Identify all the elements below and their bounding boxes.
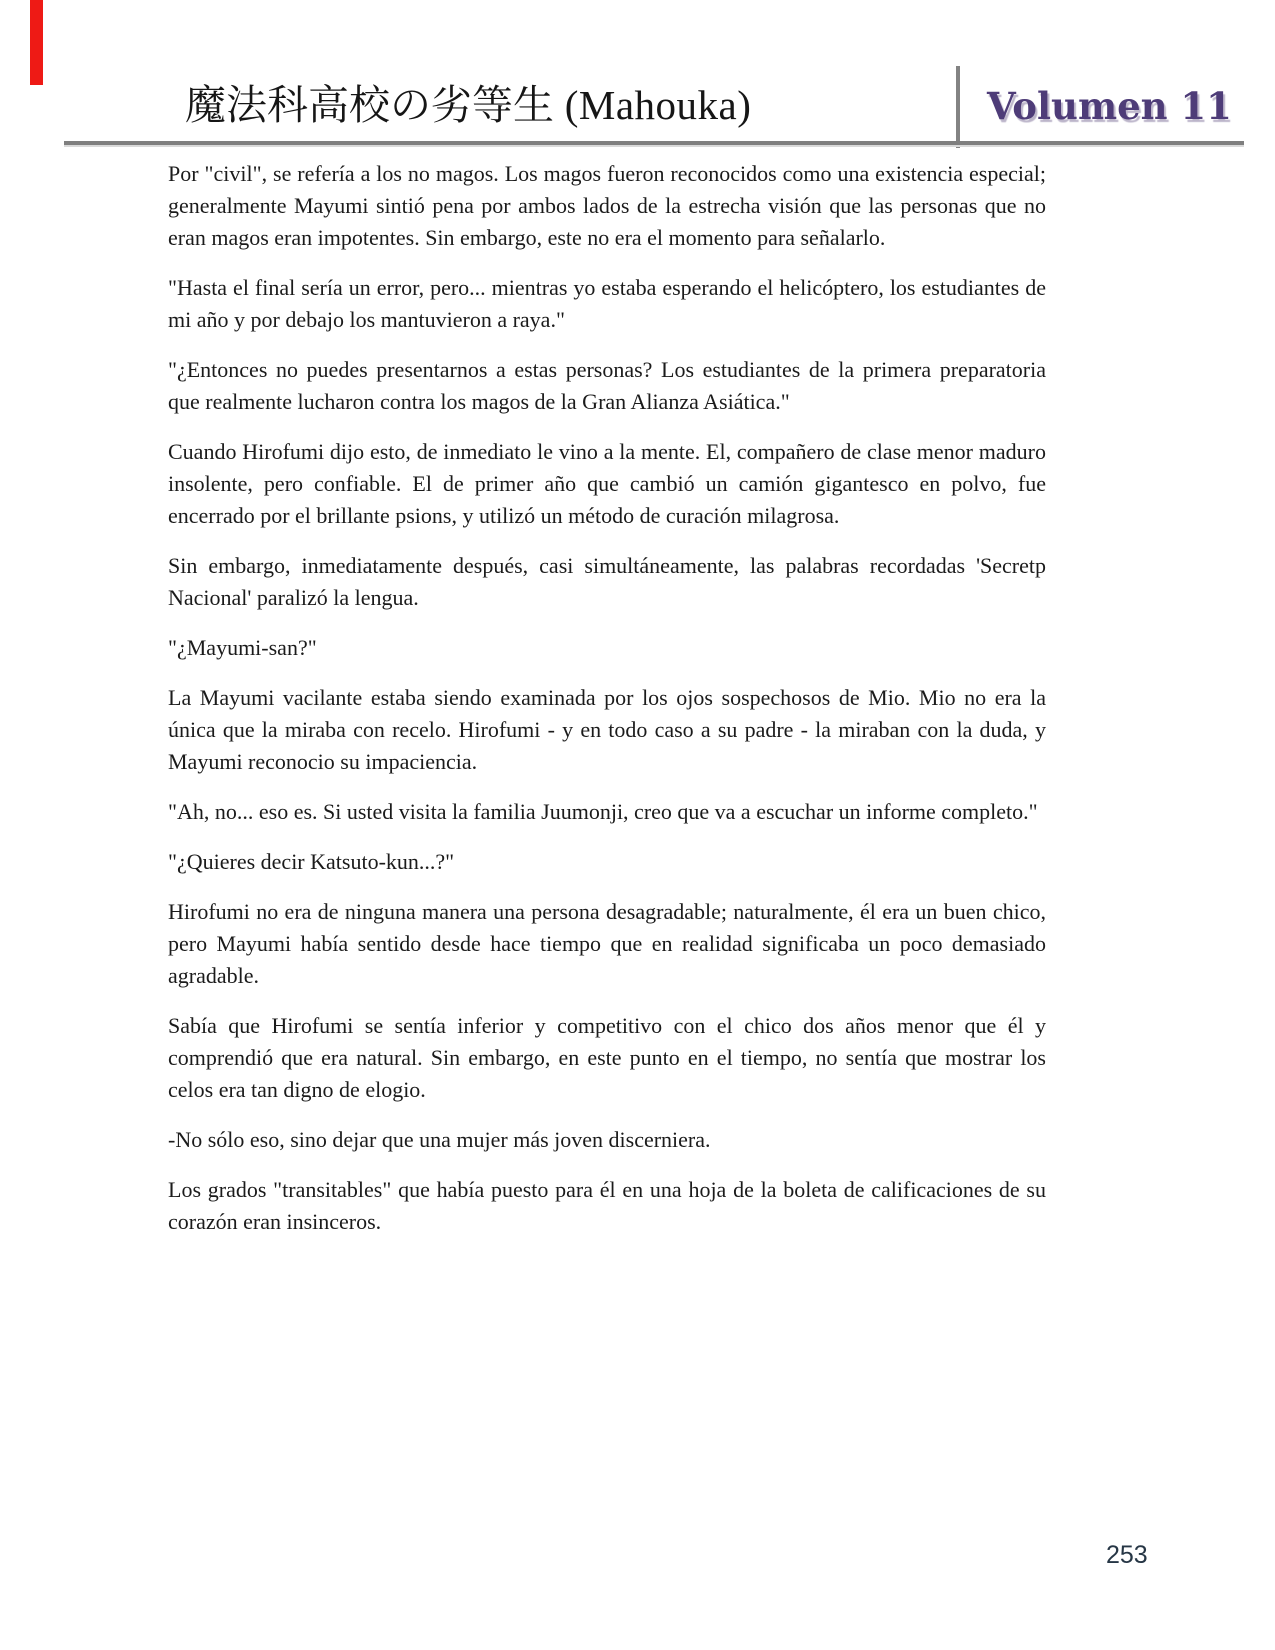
paragraph: Los grados "transitables" que había puesto para él en una hoja de la boleta de calificaciones de su corazón eran insinceros. (168, 1177, 1046, 1234)
paragraph: Sabía que Hirofumi se sentía inferior y competitivo con el chico dos años menor que él y comprendió que era natural. Sin embargo, en este punto en el tiempo, no sentía que mostrar los celos era tan digno de elogio. (168, 1013, 1046, 1102)
title-japanese: 魔法科高校の劣等生 (185, 82, 554, 128)
body-paragraphs (168, 158, 1046, 1256)
paragraph: La Mayumi vacilante estaba siendo examinada por los ojos sospechosos de Mio. Mio no era la única que la miraba con recelo. Hirofumi - y en todo caso a su padre - la miraban con la duda, y Mayumi reconocio su impaciencia. (168, 685, 1046, 774)
paragraph: "Hasta el final sería un error, pero... mientras yo estaba esperando el helicóptero, los estudiantes de mi año y por debajo los mantuvieron a raya." (168, 275, 1046, 332)
header-rule (64, 141, 1244, 147)
volume-label: Volumen 11 (987, 84, 1232, 128)
paragraph: "¿Quieres decir Katsuto-kun...?" (168, 849, 455, 874)
paragraph: Cuando Hirofumi dijo esto, de inmediato le vino a la mente. El, compañero de clase menor maduro insolente, pero confiable. El de primer año que cambió un camión gigantesco en polvo, fue encerrado por el brillante psions, y utilizó un método de curación milagrosa. (168, 439, 1046, 528)
paragraph: Hirofumi no era de ninguna manera una persona desagradable; naturalmente, él era un buen chico, pero Mayumi había sentido desde hace tiempo que en realidad significaba un poco demasiado agradable. (168, 899, 1046, 988)
paragraph: Por "civil", se refería a los no magos. Los magos fueron reconocidos como una existencia especial; generalmente Mayumi sintió pena por ambos lados de la estrecha visión que las personas que no eran magos eran impotentes. Sin embargo, este no era el momento para señalarlo. (168, 161, 1046, 250)
paragraph: Sin embargo, inmediatamente después, casi simultáneamente, las palabras recordadas 'Secretp Nacional' paralizó la lengua. (168, 553, 1046, 610)
paragraph: "¿Mayumi-san?" (168, 635, 317, 660)
paragraph: -No sólo eso, sino dejar que una mujer más joven discerniera. (168, 1127, 711, 1152)
title-latin: (Mahouka) (554, 82, 752, 128)
header-vertical-divider (956, 66, 960, 148)
paragraph: "Ah, no... eso es. Si usted visita la familia Juumonji, creo que va a escuchar un informe completo." (168, 799, 1038, 824)
page-number: 253 (1106, 1541, 1148, 1569)
red-margin-stripe (30, 0, 43, 85)
paragraph: "¿Entonces no puedes presentarnos a estas personas? Los estudiantes de la primera preparatoria que realmente lucharon contra los magos de la Gran Alianza Asiática." (168, 357, 1046, 414)
page-title (185, 72, 751, 131)
